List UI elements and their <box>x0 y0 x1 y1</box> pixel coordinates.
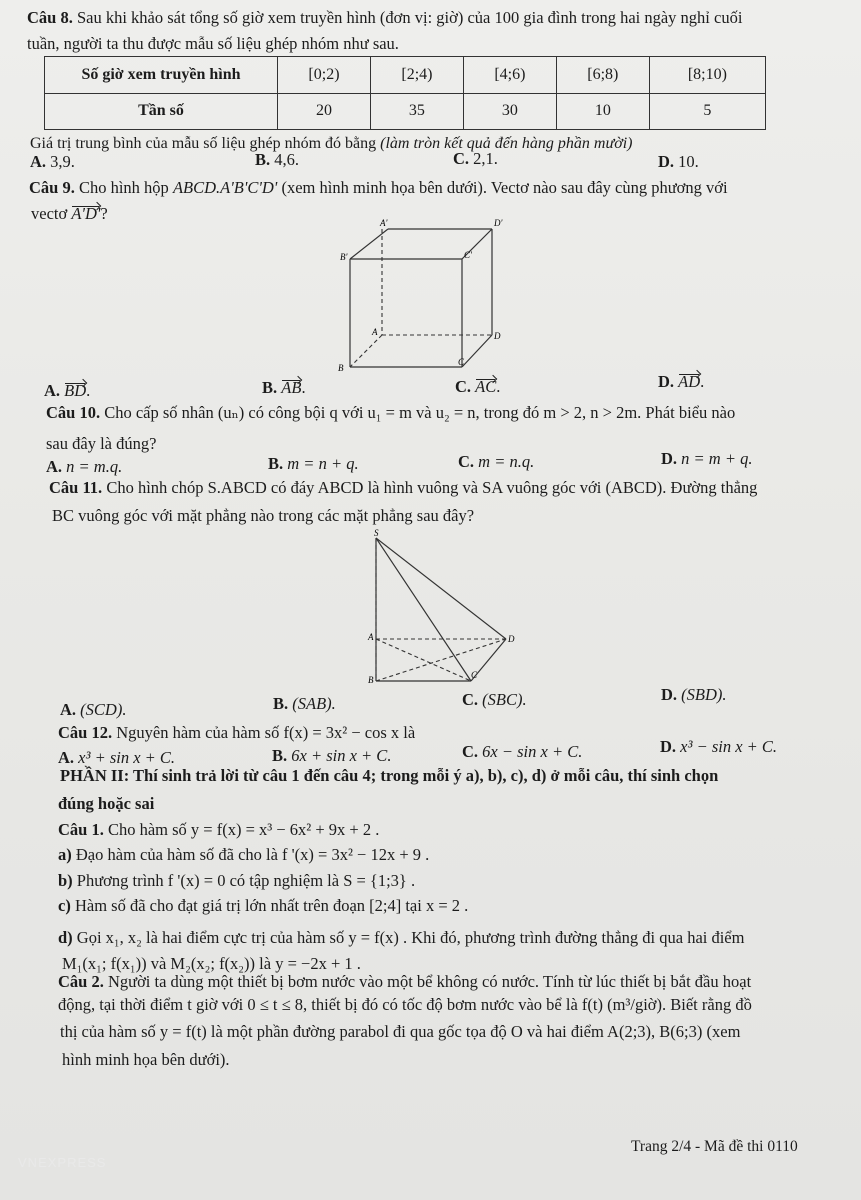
q8-text1: Sau khi khảo sát tổng số giờ xem truyền hình (đơn vị: giờ) của 100 gia đình trong hai ngày nghỉ cuối <box>76 8 743 27</box>
q11-text: Cho hình chóp S.ABCD có đáy ABCD là hình vuông và SA vuông góc với (ABCD). Đường thẳng <box>106 478 758 497</box>
p2q2-text2: động, tại thời điểm t giờ với 0 ≤ t ≤ 8, thiết bị đó có tốc độ bơm nước vào bể là f(t) (m³/giờ). Biết rằng đồ <box>58 995 752 1014</box>
q10-option-a[interactable] <box>46 457 122 477</box>
vertex-label: D' <box>494 218 503 228</box>
option-text: n = m.q. <box>66 457 123 476</box>
option-label: C. <box>458 452 475 471</box>
statement-label: c) <box>58 896 71 915</box>
parallelepiped-figure <box>330 215 510 375</box>
p2q1-statement-a[interactable] <box>58 845 429 865</box>
option-label: A. <box>30 152 47 171</box>
option-vector: BD <box>64 381 87 400</box>
vertex-label: A' <box>380 218 388 228</box>
option-vector: AC <box>475 377 497 396</box>
frequency-table <box>44 56 766 130</box>
q11-text2: BC vuông góc với mặt phẳng nào trong các mặt phẳng sau đây? <box>52 506 475 525</box>
table-row <box>45 57 766 94</box>
statement-label: b) <box>58 871 73 890</box>
vertex-label: C' <box>464 250 472 260</box>
q8-option-d[interactable] <box>658 152 699 172</box>
option-label: C. <box>455 377 472 396</box>
vertex-label: B <box>368 675 374 685</box>
q8-number: Câu 8. <box>27 8 73 27</box>
q9-option-a[interactable] <box>44 381 90 401</box>
q8-prompt-text: Giá trị trung bình của mẫu số liệu ghép nhóm đó bằng <box>30 135 377 152</box>
option-text: 10. <box>678 152 699 171</box>
option-label: A. <box>44 381 61 400</box>
vertex-label: C <box>458 357 465 367</box>
option-label: B. <box>273 694 289 713</box>
option-text: (SCD). <box>80 700 127 719</box>
vertex-label: C <box>471 670 478 680</box>
option-label: A. <box>58 748 75 767</box>
q9-text: Cho hình hộp <box>78 178 169 197</box>
table-cell: 35 <box>370 93 463 130</box>
q8-prompt <box>30 134 633 154</box>
p2q1-statement-d[interactable] <box>58 928 744 948</box>
table-cell: 30 <box>463 93 556 130</box>
option-label: D. <box>660 737 677 756</box>
option-text: . <box>700 372 705 391</box>
statement-text: Gọi x₁, x₂ là hai điểm cực trị của hàm số y = f(x) . Khi đó, phương trình đường thẳng đi qua hai điểm <box>76 928 745 947</box>
option-text: (SAB). <box>292 694 336 713</box>
option-text: . <box>496 377 501 396</box>
q9-number: Câu 9. <box>29 178 75 197</box>
option-label: B. <box>255 150 271 169</box>
table-header-hours: Số giờ xem truyền hình <box>45 57 278 94</box>
option-text: . <box>301 378 306 397</box>
q12-option-b[interactable] <box>272 746 391 766</box>
table-cell: 20 <box>278 93 371 130</box>
part2-title-line1: PHẦN II: Thí sinh trả lời từ câu 1 đến câu 4; trong mỗi ý a), b), c), d) ở mỗi câu, thí sinh chọn <box>60 766 719 785</box>
option-text: (SBD). <box>681 685 727 704</box>
p2q1-number: Câu 1. <box>58 820 104 839</box>
page-footer: Trang 2/4 - Mã đề thi 0110 <box>631 1138 798 1155</box>
p2q2-text3: thị của hàm số y = f(t) là một phần đường parabol đi qua gốc tọa độ O và hai điểm A(2;3), B(6;3) (xem <box>60 1022 741 1041</box>
vertex-label: B <box>338 363 344 373</box>
q12-option-c[interactable] <box>462 742 582 762</box>
q9-option-d[interactable] <box>658 372 704 392</box>
p2q2-text4: hình minh họa bên dưới). <box>62 1050 230 1069</box>
q8-option-c[interactable] <box>453 149 498 169</box>
option-vector: AD <box>678 372 701 391</box>
q12-line1 <box>58 723 415 743</box>
option-label: C. <box>462 690 479 709</box>
q8-line1 <box>27 8 742 28</box>
statement-text: Phương trình f '(x) = 0 có tập nghiệm là S = {1;3} . <box>76 871 416 890</box>
p2q2-text: Người ta dùng một thiết bị bơm nước vào một bể không có nước. Tính từ lúc thiết bị bắt đầu hoạt <box>107 972 752 991</box>
q11-line1 <box>49 478 757 498</box>
option-text: (SBC). <box>482 690 527 709</box>
watermark: VNEXPRESS <box>18 1155 107 1170</box>
statement-label: a) <box>58 845 72 864</box>
option-label: B. <box>268 454 284 473</box>
option-label: D. <box>661 449 678 468</box>
q10-option-b[interactable] <box>268 454 359 474</box>
table-cell: [4;6) <box>463 57 556 94</box>
vertex-label: D <box>494 331 501 341</box>
option-text: 6x − sin x + C. <box>482 742 583 761</box>
q8-option-b[interactable] <box>255 150 299 170</box>
part2-title-line2: đúng hoặc sai <box>58 794 155 813</box>
option-text: 4,6. <box>274 150 300 169</box>
q9-box-name: ABCD.A'B'C'D' <box>172 178 278 197</box>
vertex-label: A <box>372 327 378 337</box>
option-label: A. <box>46 457 63 476</box>
statement-label: d) <box>58 928 73 947</box>
q9-text: (xem hình minh họa bên dưới). Vectơ nào sau đây cùng phương với <box>281 178 728 197</box>
vertex-label: D <box>508 634 515 644</box>
q8-text2: tuần, người ta thu được mẫu số liệu ghép nhóm như sau. <box>27 34 399 53</box>
q11-option-b[interactable] <box>273 694 336 714</box>
option-vector: AB <box>281 378 302 397</box>
q9-vector: A'D' <box>71 204 101 223</box>
option-text: m = n.q. <box>478 452 535 471</box>
table-cell: 10 <box>556 93 649 130</box>
table-cell: [0;2) <box>278 57 371 94</box>
q11-option-d[interactable] <box>661 685 727 705</box>
q11-option-a[interactable] <box>60 700 126 720</box>
option-text: x³ + sin x + C. <box>78 748 176 767</box>
q12-option-a[interactable] <box>58 748 175 768</box>
q10-option-c[interactable] <box>458 452 534 472</box>
q9-line2 <box>31 204 108 224</box>
option-label: C. <box>462 742 479 761</box>
q8-option-a[interactable] <box>30 152 75 172</box>
q9-text: ? <box>100 204 108 223</box>
table-row <box>45 93 766 130</box>
q9-text: vectơ <box>31 204 68 223</box>
q11-option-c[interactable] <box>462 690 527 710</box>
option-label: D. <box>658 372 675 391</box>
table-cell: [6;8) <box>556 57 649 94</box>
q9-option-b[interactable] <box>262 378 306 398</box>
q10-text: Cho cấp số nhân (uₙ) có công bội q với u₁ = m và u₂ = n, trong đó m > 2, n > 2m. Phát biểu nào <box>104 403 736 422</box>
option-text: . <box>86 381 91 400</box>
q10-option-d[interactable] <box>661 449 752 469</box>
q12-option-d[interactable] <box>660 737 777 757</box>
option-label: B. <box>262 378 278 397</box>
option-label: D. <box>658 152 675 171</box>
statement-text: Đạo hàm của hàm số đã cho là f '(x) = 3x² − 12x + 9 . <box>75 845 430 864</box>
option-label: B. <box>272 746 288 765</box>
p2q2-line1 <box>58 972 751 992</box>
pyramid-figure <box>338 528 528 688</box>
option-label: C. <box>453 149 470 168</box>
p2q1-line1 <box>58 820 379 840</box>
table-cell: [2;4) <box>370 57 463 94</box>
q11-number: Câu 11. <box>49 478 103 497</box>
option-label: A. <box>60 700 77 719</box>
q9-line1 <box>29 178 728 198</box>
table-cell: [8;10) <box>649 57 765 94</box>
p2q1-statement-c[interactable] <box>58 896 468 916</box>
p2q1-statement-d-cont: M₁(x₁; f(x₁)) và M₂(x₂; f(x₂)) là y = −2x + 1 . <box>62 954 361 973</box>
option-text: 2,1. <box>473 149 498 168</box>
option-text: m = n + q. <box>287 454 359 473</box>
p2q1-statement-b[interactable] <box>58 871 415 891</box>
option-text: 6x + sin x + C. <box>291 746 392 765</box>
q8-prompt-note: (làm tròn kết quả đến hàng phần mười) <box>380 135 633 152</box>
vertex-label: S <box>374 528 379 538</box>
vertex-label: A <box>368 632 374 642</box>
q10-number: Câu 10. <box>46 403 101 422</box>
q9-option-c[interactable] <box>455 377 500 397</box>
option-text: x³ − sin x + C. <box>680 737 778 756</box>
statement-text: Hàm số đã cho đạt giá trị lớn nhất trên đoạn [2;4] tại x = 2 . <box>74 896 469 915</box>
table-cell: 5 <box>649 93 765 130</box>
q10-line1 <box>46 403 735 423</box>
table-header-frequency: Tần số <box>45 93 278 130</box>
q12-number: Câu 12. <box>58 723 113 742</box>
option-text: n = m + q. <box>681 449 753 468</box>
option-label: D. <box>661 685 678 704</box>
vertex-label: B' <box>340 252 348 262</box>
p2q2-number: Câu 2. <box>58 972 104 991</box>
p2q1-text: Cho hàm số y = f(x) = x³ − 6x² + 9x + 2 . <box>107 820 380 839</box>
q10-text2: sau đây là đúng? <box>46 434 157 453</box>
option-text: 3,9. <box>50 152 75 171</box>
q12-text: Nguyên hàm của hàm số f(x) = 3x² − cos x là <box>116 723 416 742</box>
